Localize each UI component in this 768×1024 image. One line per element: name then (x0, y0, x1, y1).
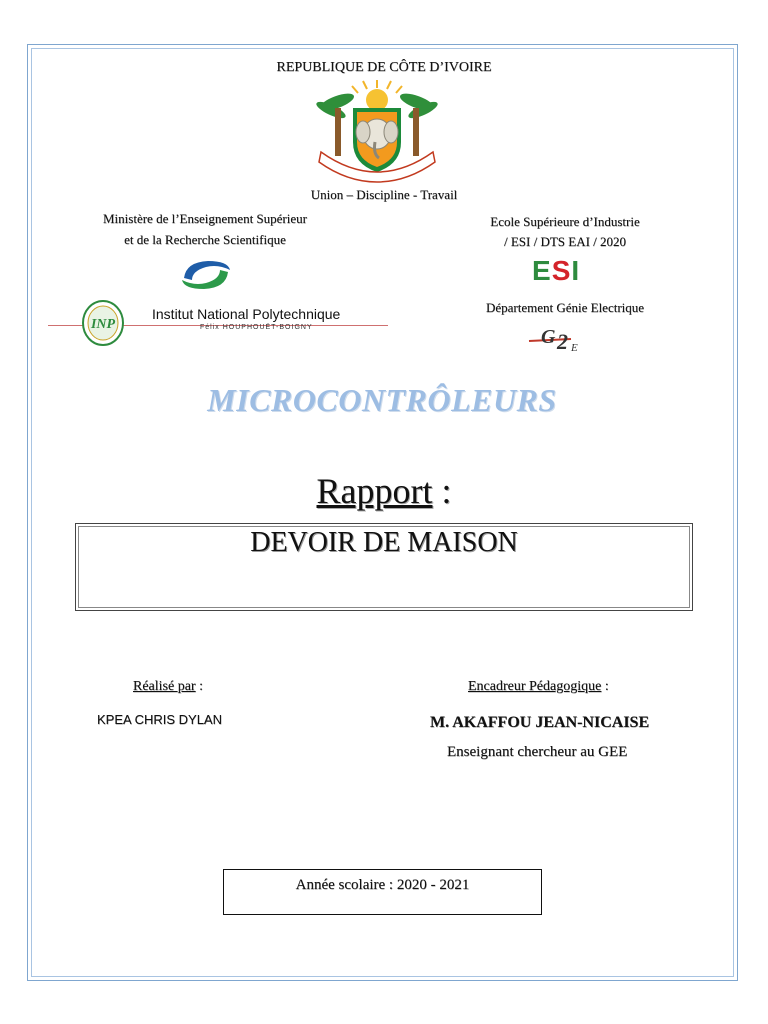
ministry-logo-icon (178, 256, 234, 294)
academic-year: Année scolaire : 2020 - 2021 (295, 877, 470, 893)
course-title: MICROCONTRÔLEURS (207, 382, 557, 418)
department-name: Département Génie Electrique (485, 300, 645, 315)
g2e-logo (527, 323, 597, 353)
inp-subtitle: Félix HOUPHOUËT-BOIGNY (200, 324, 313, 331)
supervisor-label: Encadreur Pédagogique (468, 679, 602, 694)
inp-badge-text: INP (90, 317, 116, 332)
inp-name: Institut National Polytechnique (152, 306, 341, 322)
esi-logo: ESI (532, 255, 581, 286)
report-heading (0, 470, 768, 512)
republic-heading: REPUBLIQUE DE CÔTE D’IVOIRE (276, 60, 492, 75)
author-name: KPEA CHRIS DYLAN (97, 712, 222, 727)
supervisor-label-line (468, 679, 609, 695)
supervisor-label-suffix: : (601, 679, 609, 694)
school-line-1: Ecole Supérieure d’Industrie (490, 214, 640, 229)
ministry-line-1: Ministère de l’Enseignement Supérieur (103, 211, 307, 226)
ministry-line-2: et de la Recherche Scientifique (124, 232, 286, 247)
school-line-2: / ESI / DTS EAI / 2020 (503, 234, 627, 249)
svg-text:2: 2 (557, 329, 568, 353)
author-label-line (133, 679, 203, 695)
report-colon: : (432, 471, 452, 511)
report-subject: DEVOIR DE MAISON (250, 527, 518, 558)
svg-text:G: G (541, 326, 556, 348)
report-label: Rapport (316, 471, 433, 511)
svg-text:E: E (571, 342, 578, 353)
supervisor-role: Enseignant chercheur au GEE (447, 744, 628, 760)
supervisor-name: M. AKAFFOU JEAN-NICAISE (430, 714, 650, 731)
author-label: Réalisé par (133, 679, 196, 694)
author-label-suffix: : (195, 679, 203, 694)
national-motto: Union – Discipline - Travail (310, 187, 458, 202)
coat-of-arms-emblem (313, 80, 441, 184)
inp-logo-icon (82, 300, 124, 346)
